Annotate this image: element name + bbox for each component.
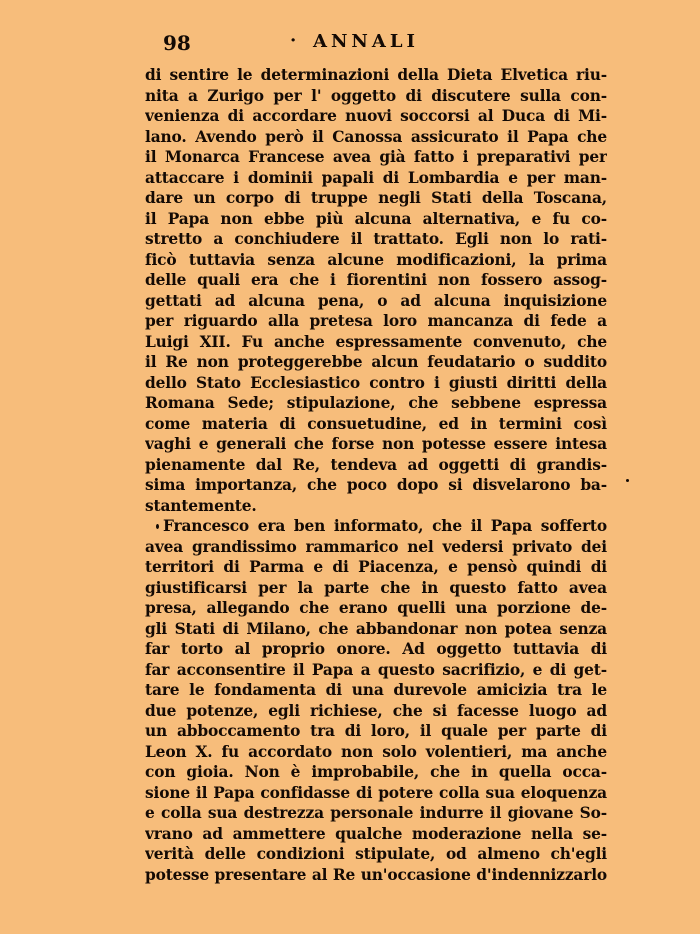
text-line: nita a Zurigo per l' oggetto di discutere sulla con- [145, 86, 607, 105]
text-line: Romana Sede; stipulazione, che sebbene espressa [145, 394, 607, 412]
text-line: ficò tuttavia senza alcune modificazioni, la prima [145, 250, 607, 269]
text-line: vrano ad ammettere qualche moderazione nella se- [145, 824, 607, 843]
text-line: verità delle condizioni stipulate, od almeno ch'egli [145, 845, 607, 863]
text-line: territori di Parma e di Piacenza, e pensò quindi di [145, 558, 607, 576]
page-number: 98 [163, 31, 191, 55]
text-line: vaghi e generali che forse non potesse essere intesa [145, 435, 607, 453]
text-line: delle quali era che i fiorentini non fossero assog- [145, 271, 607, 289]
text-line: per riguardo alla pretesa loro mancanza di fede a [145, 312, 607, 330]
body-text [145, 65, 607, 885]
text-line: sima importanza, che poco dopo si disvelarono ba- [145, 476, 607, 494]
text-line: di sentire le determinazioni della Dieta Elvetica riu- [145, 66, 607, 84]
text-line: Luigi XII. Fu anche espressamente convenuto, che [145, 332, 607, 351]
text-line: venienza di accordare nuovi soccorsi al Duca di Mi- [145, 107, 607, 125]
text-line: due potenze, egli richiese, che si facesse luogo ad [145, 701, 607, 720]
text-line: giustificarsi per la parte che in questo fatto avea [145, 578, 607, 597]
running-title: · ANNALI [313, 31, 419, 52]
text-line: far torto al proprio onore. Ad oggetto tuttavia di [145, 640, 607, 658]
text-line: stretto a conchiudere il trattato. Egli non lo rati- [145, 230, 607, 248]
ink-speck [156, 524, 159, 529]
ink-speck [626, 479, 629, 482]
text-line: avea grandissimo rammarico nel vedersi privato dei [145, 537, 607, 556]
text-line: il Monarca Francese avea già fatto i preparativi per [145, 148, 607, 166]
text-line: Leon X. fu accordato non solo volentieri, ma anche [145, 742, 607, 761]
text-line: potesse presentare al Re un'occasione d'indennizzarlo [145, 865, 607, 884]
text-line: il Papa non ebbe più alcuna alternativa, e fu co- [145, 209, 607, 228]
text-line: lano. Avendo però il Canossa assicurato il Papa che [145, 127, 607, 146]
text-line: attaccare i dominii papali di Lombardia e per man- [145, 168, 607, 187]
text-line: un abboccamento tra di loro, il quale per parte di [145, 722, 607, 740]
text-line: tare le fondamenta di una durevole amicizia tra le [145, 681, 607, 699]
text-line: sione il Papa confidasse di potere colla sua eloquenza [145, 783, 607, 802]
text-line: dare un corpo di truppe negli Stati della Toscana, [145, 189, 607, 207]
text-line: gli Stati di Milano, che abbandonar non potea senza [145, 619, 607, 638]
text-line: Francesco era ben informato, che il Papa sofferto [163, 517, 607, 535]
text-line: il Re non proteggerebbe alcun feudatario o suddito [145, 353, 607, 371]
text-line: e colla sua destrezza personale indurre il giovane So- [145, 804, 607, 822]
text-line: presa, allegando che erano quelli una porzione de- [145, 599, 607, 617]
page-header [145, 31, 605, 55]
text-line: gettati ad alcuna pena, o ad alcuna inquisizione [145, 291, 607, 310]
text-line: pienamente dal Re, tendeva ad oggetti di grandis- [145, 455, 607, 474]
text-line: far acconsentire il Papa a questo sacrifizio, e di get- [145, 660, 607, 679]
text-line: come materia di consuetudine, ed in termini così [145, 414, 607, 433]
text-line: stantemente. [145, 496, 257, 515]
text-line: con gioia. Non è improbabile, che in quella occa- [145, 763, 607, 781]
text-line: dello Stato Ecclesiastico contro i giusti diritti della [145, 373, 607, 392]
